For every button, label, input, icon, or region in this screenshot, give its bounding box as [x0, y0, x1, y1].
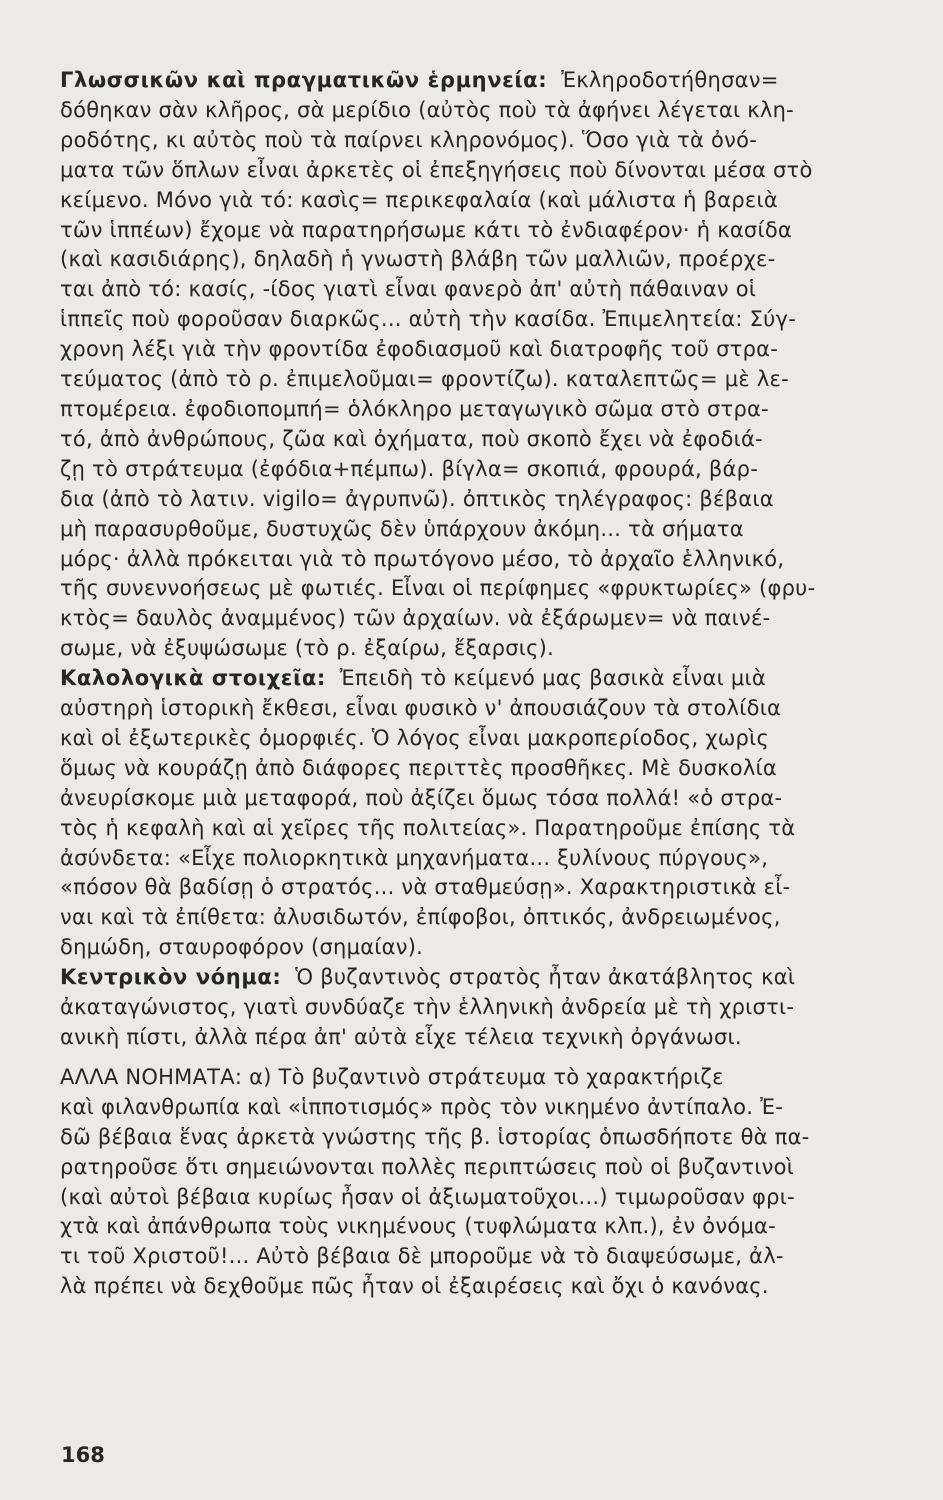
text-line: μὴ παρασυρθοῦμε, δυστυχῶς δὲν ὑπάρχουν ἀκόμη... τὰ σήματα	[60, 516, 744, 541]
text-line: δια (ἀπὸ τὸ λατιν. vigilo= ἀγρυπνῶ). ὀπτικὸς τηλέγραφος: βέβαια	[60, 486, 774, 511]
text-line: κτὸς= δαυλὸς ἀναμμένος) τῶν ἀρχαίων. νὰ ἐξάρωμεν= νὰ παινέ-	[60, 606, 771, 631]
paragraph-gap	[60, 1053, 908, 1063]
text-line: Καλολογικὰ στοιχεῖα: Ἐπειδὴ τὸ κείμενό μας βασικὰ εἶναι μιὰ	[60, 666, 766, 691]
text-line: χτὰ καὶ ἀπάνθρωπα τοὺς νικημένους (τυφλώματα κλπ.), ἐν ὀνόμα-	[60, 1214, 776, 1239]
text-line: λὰ πρέπει νὰ δεχθοῦμε πῶς ἦταν οἱ ἐξαιρέσεις καὶ ὄχι ὁ κανόνας.	[60, 1274, 769, 1299]
text-line: ΑΛΛΑ ΝΟΗΜΑΤΑ: α) Τὸ βυζαντινὸ στράτευμα τὸ χαρακτήριζε	[60, 1064, 724, 1089]
section-heading: Κεντρικὸν νόημα:	[60, 965, 282, 990]
text-line: ἱππεῖς ποὺ φοροῦσαν διαρκῶς... αὐτὴ τὴν κασίδα. Ἐπιμελητεία: Σύγ-	[60, 307, 797, 332]
text-line: τεύματος (ἀπὸ τὸ ρ. ἐπιμελοῦμαι= φροντίζω). καταλεπτῶς= μὲ λε-	[60, 367, 789, 392]
text-line: «πόσον θὰ βαδίσῃ ὁ στρατός... νὰ σταθμεύσῃ». Χαρακτηριστικὰ εἶ-	[60, 875, 791, 900]
text-line: αὐστηρὴ ἱστορικὴ ἔκθεσι, εἶναι φυσικὸ ν' ἀπουσιάζουν τὰ στολίδια	[60, 696, 782, 721]
text-line: χρονη λέξι γιὰ τὴν φροντίδα ἐφοδιασμοῦ καὶ διατροφῆς τοῦ στρα-	[60, 337, 779, 362]
text-line: τό, ἀπὸ ἀνθρώπους, ζῶα καὶ ὀχήματα, ποὺ σκοπὸ ἔχει νὰ ἐφοδιά-	[60, 426, 763, 451]
text-line: δημώδη, σταυροφόρον (σημαίαν).	[60, 935, 424, 960]
text-line: Γλωσσικῶν καὶ πραγματικῶν ἑρμηνεία: Ἐκληροδοτήθησαν=	[60, 68, 779, 92]
text-line: ανικὴ πίστι, ἀλλὰ πέρα ἀπ' αὐτὰ εἶχε τέλεια τεχνικὴ ὀργάνωσι.	[60, 1025, 742, 1049]
text-line: καὶ οἱ ἐξωτερικὲς ὀμορφιές. Ὁ λόγος εἶναι μακροπερίοδος, χωρὶς	[60, 725, 770, 750]
page-number: 168	[61, 1443, 105, 1467]
text-line: ὅμως νὰ κουράζῃ ἀπὸ διάφορες περιττὲς προσθῆκες. Μὲ δυσκολία	[60, 755, 778, 780]
text-line: ματα τῶν ὅπλων εἶναι ἀρκετὲς οἱ ἐπεξηγήσεις ποὺ δίνονται μέσα στὸ	[60, 157, 813, 182]
text-line: ἀνευρίσκομε μιὰ μεταφορά, ποὺ ἀξίζει ὅμως τόσα πολλά! «ὁ στρα-	[60, 785, 783, 810]
text-line: ται ἀπὸ τό: κασίς, -ίδος γιατὶ εἶναι φανερὸ ἀπ' αὐτὴ πάθαιναν οἱ	[60, 277, 757, 302]
text-line: τι τοῦ Χριστοῦ!... Αὐτὸ βέβαια δὲ μποροῦμε νὰ τὸ διαψεύσωμε, ἀλ-	[60, 1244, 784, 1269]
text-line: κείμενο. Μόνο γιὰ τό: κασὶς= περικεφαλαία (καὶ μάλιστα ἡ βαρειὰ	[60, 187, 778, 212]
text-line: τῶν ἱππέων) ἔχομε νὰ παρατηρήσωμε κάτι τὸ ἐνδιαφέρον· ἡ κασίδα	[60, 217, 793, 242]
text-line: μόρς· ἀλλὰ πρόκειται γιὰ τὸ πρωτόγονο μέσο, τὸ ἀρχαῖο ἑλληνικό,	[60, 546, 785, 571]
text-line: ἀκαταγώνιστος, γιατὶ συνδύαζε τὴν ἑλληνικὴ ἀνδρεία μὲ τὴ χριστι-	[60, 995, 795, 1020]
section-heading: Γλωσσικῶν καὶ πραγματικῶν ἑρμηνεία:	[60, 68, 548, 92]
text-line: ρατηροῦσε ὅτι σημειώνονται πολλὲς περιπτώσεις ποὺ οἱ βυζαντινοὶ	[60, 1154, 795, 1179]
text-line: τῆς συνεννοήσεως μὲ φωτιές. Εἶναι οἱ περίφημες «φρυκτωρίες» (φρυ-	[60, 576, 816, 601]
section-glossary	[60, 66, 908, 1302]
text-line: σωμε, νὰ ἐξυψώσωμε (τὸ ρ. ἐξαίρω, ἔξαρσις).	[60, 636, 555, 661]
text-line: καὶ φιλανθρωπία καὶ «ἱπποτισμός» πρὸς τὸν νικημένο ἀντίπαλο. Ἐ-	[60, 1094, 784, 1119]
text-line: Κεντρικὸν νόημα: Ὁ βυζαντινὸς στρατὸς ἦταν ἀκατάβλητος καὶ	[60, 965, 796, 990]
section-heading: Καλολογικὰ στοιχεῖα:	[60, 666, 326, 691]
text-line: ἀσύνδετα: «Εἶχε πολιορκητικὰ μηχανήματα... ξυλίνους πύργους»,	[60, 845, 769, 870]
text-line: ναι καὶ τὰ ἐπίθετα: ἀλυσιδωτόν, ἐπίφοβοι, ὀπτικός, ἀνδρειωμένος,	[60, 905, 781, 930]
text-line: πτομέρεια. ἐφοδιοπομπή= ὁλόκληρο μεταγωγικὸ σῶμα στὸ στρα-	[60, 396, 769, 421]
text-line: δῶ βέβαια ἕνας ἀρκετὰ γνώστης τῆς β. ἱστορίας ὁπωσδήποτε θὰ πα-	[60, 1124, 810, 1149]
text-line: (καὶ αὐτοὶ βέβαια κυρίως ἦσαν οἱ ἀξιωματοῦχοι...) τιμωροῦσαν φρι-	[60, 1184, 795, 1209]
text-line: ροδότης, κι αὐτὸς ποὺ τὰ παίρνει κληρονόμος). Ὅσο γιὰ τὰ ὀνό-	[60, 127, 758, 152]
text-line: (καὶ κασιδιάρης), δηλαδὴ ἡ γνωστὴ βλάβη τῶν μαλλιῶν, προέρχε-	[60, 247, 776, 272]
text-line: τὸς ἡ κεφαλὴ καὶ αἱ χεῖρες τῆς πολιτείας». Παρατηροῦμε ἐπίσης τὰ	[60, 815, 796, 840]
text-line: ζῃ τὸ στράτευμα (ἐφόδια+πέμπω). βίγλα= σκοπιά, φρουρά, βάρ-	[60, 456, 759, 481]
text-line: δόθηκαν σὰν κλῆρος, σὰ μερίδιο (αὐτὸς ποὺ τὰ ἀφήνει λέγεται κλη-	[60, 97, 794, 122]
